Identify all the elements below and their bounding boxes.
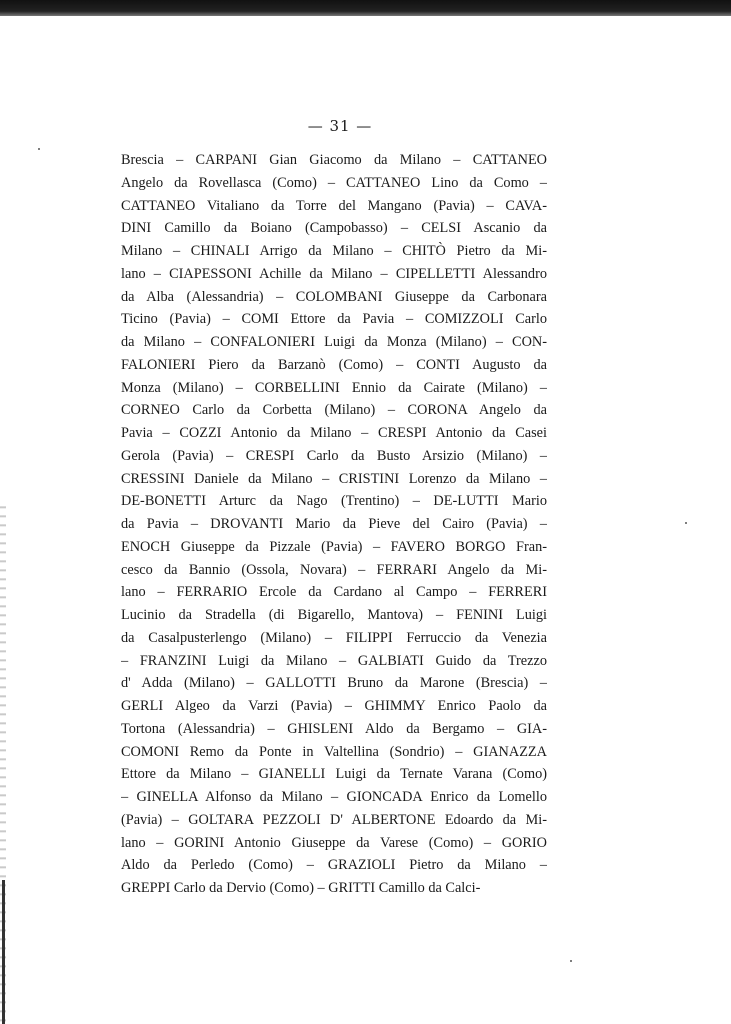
- text-line: da Milano – CONFALONIERI Luigi da Monza (Milano) – CON-: [121, 334, 547, 350]
- scan-left-edge-dark: [2, 880, 5, 1024]
- text-line: Tortona (Alessandria) – GHISLENI Aldo da Bergamo – GIA-: [121, 720, 547, 737]
- text-line: Gerola (Pavia) – CRESPI Carlo da Busto Arsizio (Milano) –: [121, 447, 547, 464]
- scan-top-border: [0, 0, 731, 16]
- text-line: COMONI Remo da Ponte in Valtellina (Sondrio) – GIANAZZA: [121, 743, 547, 760]
- text-line: Monza (Milano) – CORBELLINI Ennio da Cairate (Milano) –: [121, 379, 547, 396]
- name-list-text: [121, 149, 547, 900]
- text-line: GREPPI Carlo da Dervio (Como) – GRITTI Camillo da Calci-: [121, 880, 481, 896]
- text-line: Brescia – CARPANI Gian Giacomo da Milano – CATTANEO: [121, 152, 547, 168]
- text-line: lano – FERRARIO Ercole da Cardano al Campo – FERRERI: [121, 584, 547, 601]
- scan-speck: [570, 960, 572, 962]
- text-line: Ettore da Milano – GIANELLI Luigi da Ternate Varana (Como): [121, 766, 547, 783]
- text-line: Pavia – COZZI Antonio da Milano – CRESPI Antonio da Casei: [121, 425, 547, 441]
- text-line: cesco da Bannio (Ossola, Novara) – FERRARI Angelo da Mi-: [121, 561, 547, 578]
- page-number: — 31 —: [307, 117, 373, 135]
- text-line: Lucinio da Stradella (di Bigarello, Mantova) – FENINI Luigi: [121, 607, 547, 623]
- text-line: DE-BONETTI Arturc da Nago (Trentino) – DE-LUTTI Mario: [121, 493, 547, 510]
- text-line: FALONIERI Piero da Barzanò (Como) – CONTI Augusto da: [121, 356, 547, 373]
- text-line: Angelo da Rovellasca (Como) – CATTANEO Lino da Como –: [121, 174, 547, 191]
- text-line: da Casalpusterlengo (Milano) – FILIPPI Ferruccio da Venezia: [121, 629, 547, 646]
- text-line: Milano – CHINALI Arrigo da Milano – CHITÒ Pietro da Mi-: [121, 243, 547, 259]
- text-line: (Pavia) – GOLTARA PEZZOLI D' ALBERTONE Edoardo da Mi-: [121, 811, 547, 828]
- text-line: ENOCH Giuseppe da Pizzale (Pavia) – FAVERO BORGO Fran-: [121, 538, 547, 555]
- text-line: CRESSINI Daniele da Milano – CRISTINI Lorenzo da Milano –: [121, 470, 547, 487]
- text-line: lano – CIAPESSONI Achille da Milano – CIPELLETTI Alessandro: [121, 265, 547, 282]
- text-line: Ticino (Pavia) – COMI Ettore da Pavia – COMIZZOLI Carlo: [121, 311, 547, 328]
- text-line: da Alba (Alessandria) – COLOMBANI Giuseppe da Carbonara: [121, 288, 547, 305]
- text-line: – FRANZINI Luigi da Milano – GALBIATI Guido da Trezzo: [121, 652, 547, 669]
- text-line: DINI Camillo da Boiano (Campobasso) – CELSI Ascanio da: [121, 220, 547, 237]
- text-line: Aldo da Perledo (Como) – GRAZIOLI Pietro da Milano –: [121, 857, 547, 874]
- text-line: GERLI Algeo da Varzi (Pavia) – GHIMMY Enrico Paolo da: [121, 698, 547, 714]
- text-line: da Pavia – DROVANTI Mario da Pieve del Cairo (Pavia) –: [121, 516, 547, 532]
- text-line: CATTANEO Vitaliano da Torre del Mangano (Pavia) – CAVA-: [121, 197, 547, 214]
- text-line: d' Adda (Milano) – GALLOTTI Bruno da Marone (Brescia) –: [121, 675, 547, 692]
- text-line: CORNEO Carlo da Corbetta (Milano) – CORONA Angelo da: [121, 402, 547, 419]
- text-line: – GINELLA Alfonso da Milano – GIONCADA Enrico da Lomello: [121, 789, 547, 805]
- scan-speck: [685, 522, 687, 524]
- scan-speck: [38, 148, 40, 150]
- text-line: lano – GORINI Antonio Giuseppe da Varese (Como) – GORIO: [121, 834, 547, 851]
